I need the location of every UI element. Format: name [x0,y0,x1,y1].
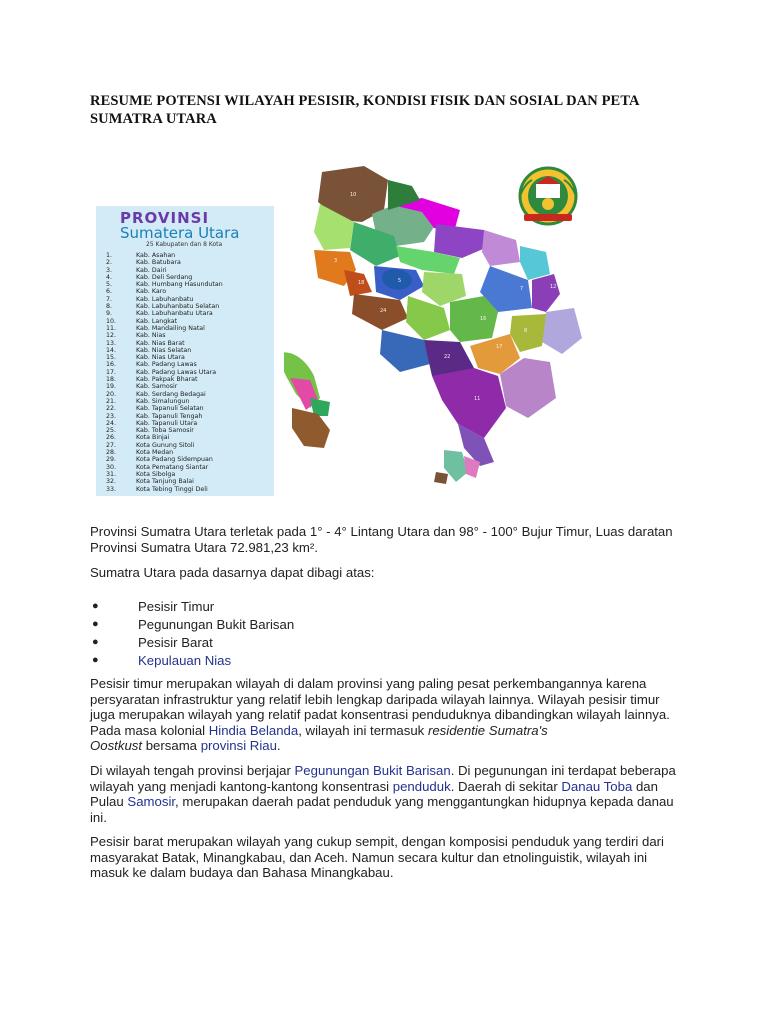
legend-note: 25 Kabupaten dan 8 Kota [146,241,223,248]
legend-subtitle: Sumatera Utara [120,224,240,242]
legend-item-name: Kota Medan [136,449,174,457]
paragraph-line: masyarakat Batak, Minangkabau, dan Aceh. Namun secara kultur dan etnolinguistik, wilayah ini [90,849,648,865]
legend-item-number: 18. [106,376,117,384]
legend-item [106,405,271,412]
region-number-label: 11 [474,396,481,402]
text-run: . Di pegunungan ini terdapat beberapa [450,763,676,778]
paragraph-pesisir-barat [90,834,690,881]
legend-item-number: 10. [106,317,117,325]
kepulauan-nias-link[interactable]: Kepulauan Nias [138,653,232,668]
legend-item-number: 3. [106,266,113,274]
legend-item-number: 27. [106,441,117,449]
legend-item [106,274,271,281]
list-item [90,653,294,671]
legend-item-name: Kab. Toba Samosir [136,427,194,435]
paragraph-line: Provinsi Sumatra Utara 72.981,23 km². [90,539,318,555]
paragraph-pesisir-timur [90,676,690,754]
legend-item-name: Kab. Samosir [136,383,178,391]
legend-item-number: 32. [106,478,117,486]
legend-item-number: 9. [106,310,113,318]
legend-item [106,486,271,493]
legend-item-name: Kab. Labuhanbatu [136,295,194,303]
legend-item-number: 4. [106,273,113,281]
legend-item [106,442,271,449]
legend-item-name: Kab. Simalungun [136,397,190,405]
map-region [434,224,490,258]
legend-item-name: Kota Tanjung Balai [136,478,194,486]
paragraph-line [90,794,690,810]
legend-item-name: Kab. Tapanuli Tengah [136,412,203,420]
list-item-label: Pesisir Barat [138,635,213,650]
region-number-label: 12 [550,284,557,290]
map-region [444,450,468,482]
legend-item-number: 30. [106,463,117,471]
legend-item-name: Kab. Batubara [136,259,181,267]
division-list [90,599,294,671]
list-item [90,635,294,653]
legend-item [106,420,271,427]
legend-item [106,310,271,317]
legend-item-number: 1. [106,252,113,259]
paragraph-line [90,779,690,795]
legend-item-number: 15. [106,354,117,362]
map-region [432,368,506,438]
legend-item [106,361,271,368]
legend-item [106,340,271,347]
text-run: , merupakan daerah padat penduduk yang menggantungkan hidupnya kepada danau [175,794,674,809]
text-run-italic: Oostkust [90,738,143,753]
list-item-label: Pesisir Timur [138,599,215,614]
legend-item [106,354,271,361]
region-number-label: 18 [358,280,365,286]
danau-toba-link[interactable]: Danau Toba [561,778,633,794]
legend-item-name: Kota Gunung Sitoli [136,441,195,449]
legend-item-number: 12. [106,332,117,340]
region-number-label: 22 [444,354,451,360]
legend-title: PROVINSI [120,209,210,227]
legend-item-name: Kab. Dairi [136,266,167,274]
legend-item-number: 14. [106,346,117,354]
legend-item-name: Kab. Tapanuli Selatan [136,405,204,413]
paragraph-bukit-barisan [90,763,690,825]
legend-item-number: 28. [106,449,117,457]
legend-item-number: 6. [106,288,113,296]
samosir-link[interactable]: Samosir [127,794,176,809]
text-run: Di wilayah tengah provinsi berjajar [90,763,295,778]
paragraph-line: Pesisir timur merupakan wilayah di dalam provinsi yang paling pesat perkembangannya karena [90,676,647,691]
legend-item [106,318,271,325]
legend-item [106,427,271,434]
text-run: . [276,738,281,753]
legend-item-number: 24. [106,419,117,427]
legend-item [106,281,271,288]
text-run-italic: residentie Sumatra's [427,722,548,738]
legend-item-name: Kab. Asahan [136,252,176,259]
list-item-label: Pegunungan Bukit Barisan [138,617,295,632]
legend-item-number: 17. [106,368,117,376]
map-legend [96,206,274,496]
region-number-label: 24 [380,308,387,314]
legend-item-number: 21. [106,397,117,405]
legend-item-name: Kota Sibolga [136,470,176,478]
region-number-label: 5 [398,278,402,284]
legend-item-name: Kab. Langkat [136,317,178,325]
legend-item [106,376,271,383]
region-number-label: 14 [294,398,301,404]
legend-item [106,347,271,354]
legend-item [106,259,271,266]
paragraph-line: Provinsi Sumatra Utara terletak pada 1° - 4° Lintang Utara dan 98° - 100° Bujur Timur, Luas daratan [90,524,673,539]
legend-item-name: Kab. Nias Utara [136,354,185,362]
legend-item-number: 25. [106,427,117,435]
legend-item-name: Kota Pematang Siantar [136,463,209,471]
legend-item-number: 19. [106,383,117,391]
legend-item-name: Kab. Labuhanbatu Utara [136,310,213,318]
paragraph-line [90,723,690,739]
legend-item-name: Kab. Nias Barat [136,339,185,347]
region-number-label: 3 [334,258,338,264]
legend-item-number: 20. [106,390,117,398]
legend-item [106,391,271,398]
bullet-icon: ● [92,654,99,666]
legend-item [106,471,271,478]
legend-item-name: Kab. Nias [136,332,166,340]
legend-item-name: Kab. Padang Lawas Utara [136,368,217,376]
map-region [542,308,582,354]
legend-item-number: 7. [106,295,113,303]
text-run: . Daerah di sekitar [450,778,562,794]
legend-item [106,434,271,441]
legend-item-name: Kab. Serdang Bedagai [136,390,206,398]
paragraph-line: juga merupakan wilayah yang relatif padat konsentrasi penduduknya dibandingkan wilayah lainnya. [90,707,670,722]
legend-item [106,398,271,405]
legend-item [106,296,271,303]
legend-item-number: 2. [106,259,113,267]
legend-item-number: 5. [106,281,113,289]
legend-item-number: 11. [106,324,117,332]
legend-list [106,252,271,493]
region-number-label: 7 [520,286,524,292]
paragraph-line [90,738,690,754]
text-run: Pada masa kolonial [90,722,209,738]
legend-item [106,383,271,390]
text-run: Pulau [90,794,128,809]
legend-item-number: 22. [106,405,117,413]
document-title [90,92,650,128]
legend-item-name: Kab. Karo [136,288,167,296]
hindia-belanda-link[interactable]: Hindia Belanda [208,722,299,738]
legend-item-number: 16. [106,361,117,369]
legend-item [106,369,271,376]
map-region [510,314,546,352]
map-region [520,246,550,280]
title-line-1: RESUME POTENSI WILAYAH PESISIR, KONDISI FISIK DAN SOSIAL DAN PETA [90,93,640,109]
region-number-label: 17 [496,344,503,350]
legend-item [106,325,271,332]
legend-item [106,413,271,420]
legend-item [106,456,271,463]
legend-item [106,464,271,471]
map-region [434,472,448,484]
paragraph-division-intro: Sumatra Utara pada dasarnya dapat dibagi atas: [90,565,375,580]
legend-item [106,303,271,310]
penduduk-link[interactable]: penduduk [392,778,451,794]
legend-item-name: Kab. Nias Selatan [136,346,192,354]
legend-item [106,288,271,295]
map-region [532,274,560,312]
paragraph-line: persyaratan infrastruktur yang relatif lebih lengkap daripada wilayah lainnya. Wilayah pesisir timur [90,691,660,707]
list-item [90,599,294,617]
legend-item [106,478,271,485]
list-item [90,617,294,635]
legend-item [106,449,271,456]
legend-item-name: Kab. Tapanuli Utara [136,419,198,427]
legend-item-name: Kab. Humbang Hasundutan [136,281,223,289]
legend-item-name: Kab. Deli Serdang [136,273,193,281]
paragraph-location [90,524,690,555]
region-number-label: 8 [524,328,528,334]
legend-item [106,332,271,339]
text-run: wilayah yang menjadi kantong-kantong konsentrasi [90,778,393,794]
paragraph-line [90,763,690,779]
legend-item-name: Kota Binjai [136,434,170,442]
region-number-label: 10 [350,192,357,198]
bullet-icon: ● [92,636,99,648]
paragraph-line: ini. [90,809,107,825]
text-run: , wilayah ini termasuk [298,722,428,738]
bullet-icon: ● [92,600,99,612]
text-run: bersama [142,738,201,753]
paragraph-line: Pesisir barat merupakan wilayah yang cukup sempit, dengan komposisi penduduk yang terdiri dari [90,834,664,849]
legend-item [106,252,271,259]
legend-item-number: 26. [106,434,117,442]
legend-item-name: Kota Tebing Tinggi Deli [136,485,208,493]
legend-item-number: 29. [106,456,117,464]
provinsi-riau-link[interactable]: provinsi Riau [200,738,277,753]
legend-item-name: Kota Padang Sidempuan [136,456,213,464]
region-number-label: 16 [480,316,487,322]
legend-item-name: Kab. Mandailing Natal [136,324,205,332]
legend-item [106,267,271,274]
legend-item-number: 8. [106,303,113,311]
legend-item-number: 23. [106,412,117,420]
province-map-figure [92,162,612,502]
legend-item-name: Kab. Pakpak Bharat [136,376,198,384]
province-emblem-icon [510,166,586,228]
text-run: dan [632,778,658,794]
legend-item-number: 33. [106,485,117,493]
pegunungan-bukit-barisan-link[interactable]: Pegunungan Bukit Barisan [294,763,451,778]
map-region [482,230,520,266]
legend-item-name: Kab. Labuhanbatu Selatan [136,303,220,311]
legend-item-number: 13. [106,339,117,347]
paragraph-line: masuk ke dalam budaya dan Bahasa Minangkabau. [90,865,394,880]
legend-item-name: Kab. Padang Lawas [136,361,197,369]
title-line-2: SUMATRA UTARA [90,111,217,127]
bullet-icon: ● [92,618,99,630]
legend-item-number: 31. [106,470,117,478]
